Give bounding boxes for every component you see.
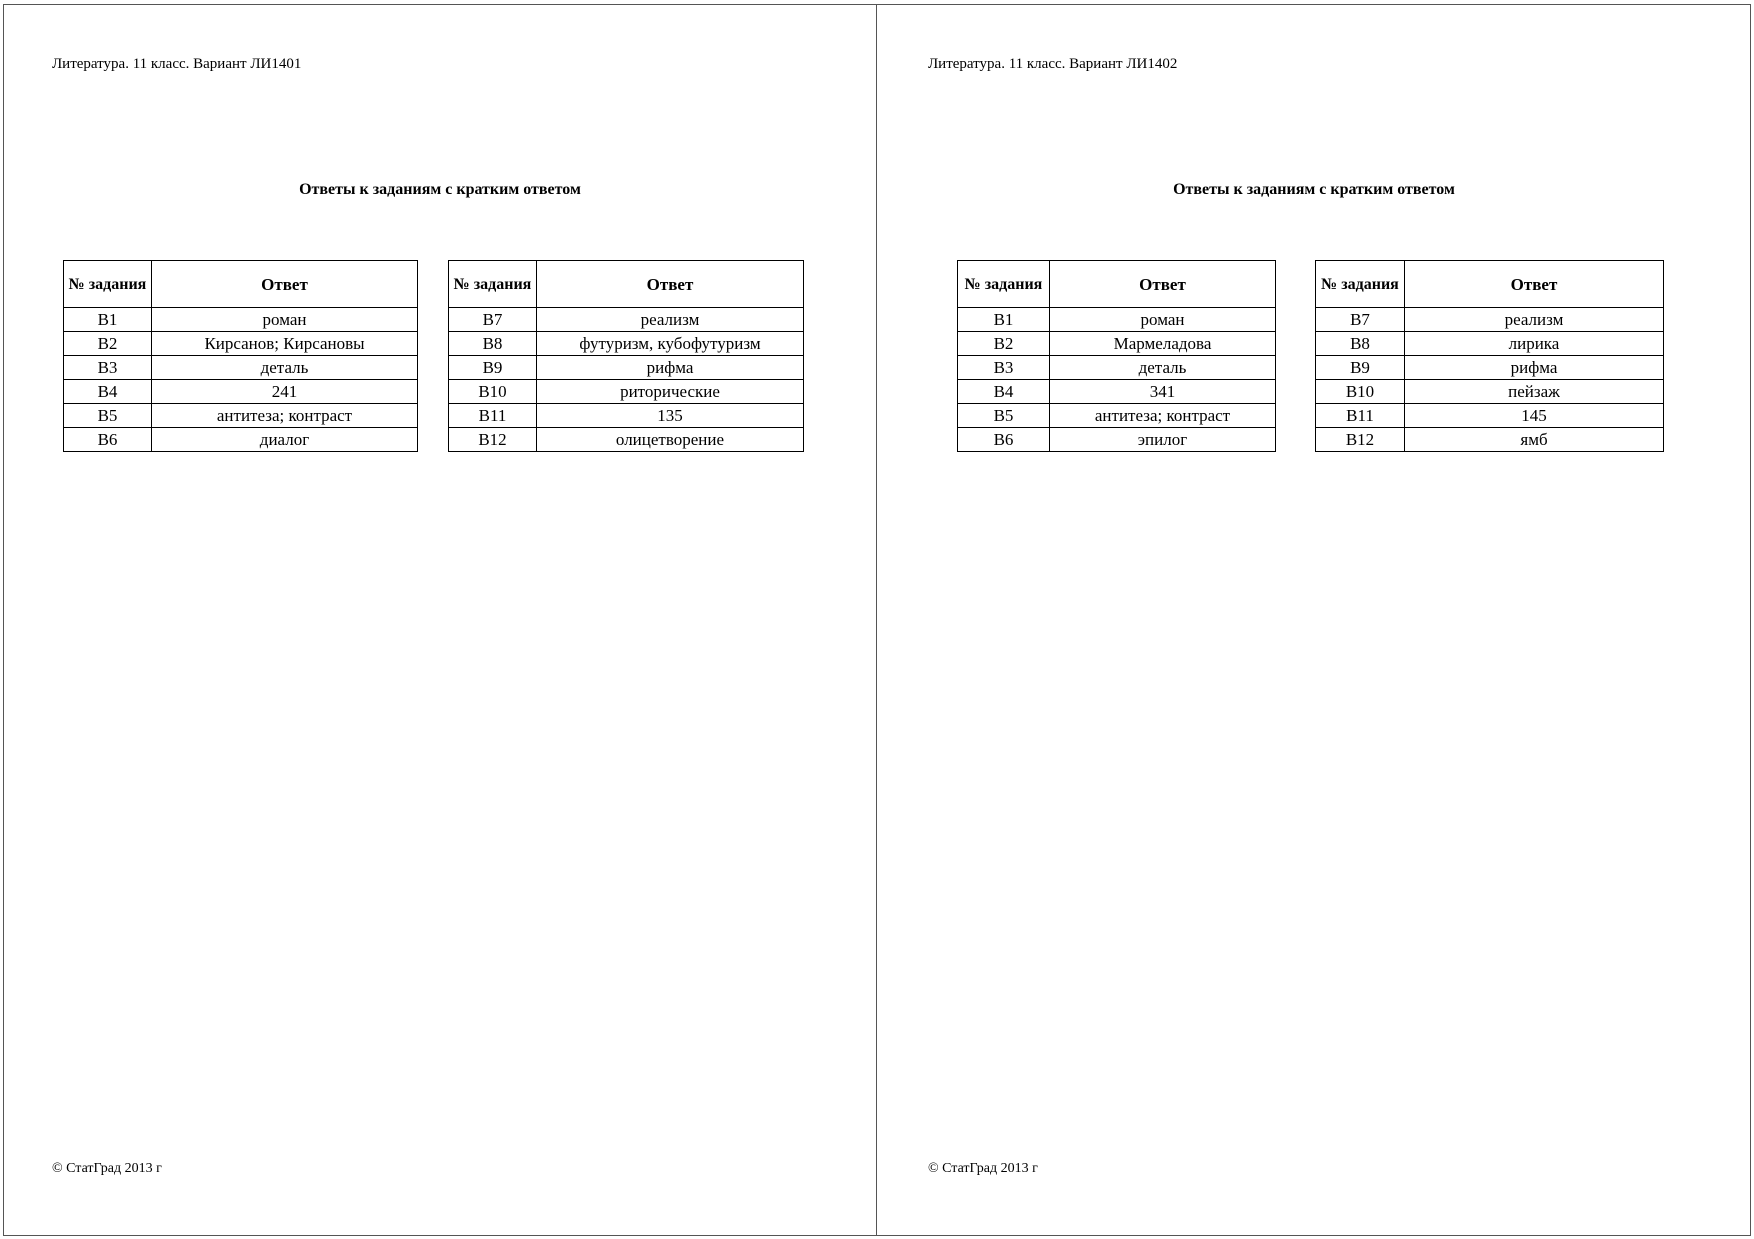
answers-table-right [1315, 260, 1664, 452]
table-row [958, 380, 1276, 404]
task-answer: роман [1050, 308, 1276, 332]
column-header-number: № задания [958, 261, 1050, 308]
task-number: В3 [958, 356, 1050, 380]
page-header: Литература. 11 класс. Вариант ЛИ1401 [52, 56, 302, 72]
answers-table-left [957, 260, 1276, 452]
task-number: В9 [1316, 356, 1405, 380]
task-answer: эпилог [1050, 428, 1276, 452]
task-answer: 341 [1050, 380, 1276, 404]
task-answer: рифма [537, 356, 804, 380]
task-number: В11 [449, 404, 537, 428]
task-answer: 145 [1405, 404, 1664, 428]
table-row [64, 404, 418, 428]
column-header-answer: Ответ [152, 261, 418, 308]
table-header-row [449, 261, 804, 308]
task-number: В1 [64, 308, 152, 332]
table-row [64, 356, 418, 380]
task-answer: антитеза; контраст [1050, 404, 1276, 428]
table-row [958, 308, 1276, 332]
table-row [449, 380, 804, 404]
table-row [1316, 308, 1664, 332]
column-header-answer: Ответ [1050, 261, 1276, 308]
task-answer: реализм [537, 308, 804, 332]
task-number: В7 [1316, 308, 1405, 332]
task-number: В4 [64, 380, 152, 404]
task-number: В2 [958, 332, 1050, 356]
task-answer: диалог [152, 428, 418, 452]
table-row [64, 308, 418, 332]
task-number: В4 [958, 380, 1050, 404]
page-title: Ответы к заданиям с кратким ответом [1173, 181, 1455, 198]
task-number: В8 [449, 332, 537, 356]
task-answer: лирика [1405, 332, 1664, 356]
table-row [1316, 404, 1664, 428]
task-answer: ямб [1405, 428, 1664, 452]
task-number: В2 [64, 332, 152, 356]
table-row [1316, 356, 1664, 380]
table-row [449, 332, 804, 356]
task-answer: роман [152, 308, 418, 332]
column-header-number: № задания [449, 261, 537, 308]
task-number: В10 [449, 380, 537, 404]
task-answer: Мармеладова [1050, 332, 1276, 356]
task-answer: деталь [1050, 356, 1276, 380]
page-1 [4, 4, 876, 1236]
answers-table-right [448, 260, 804, 452]
task-answer: антитеза; контраст [152, 404, 418, 428]
table-row [1316, 380, 1664, 404]
task-number: В8 [1316, 332, 1405, 356]
task-number: В3 [64, 356, 152, 380]
task-number: В10 [1316, 380, 1405, 404]
page-2 [877, 4, 1751, 1236]
table-row [449, 308, 804, 332]
task-answer: риторические [537, 380, 804, 404]
table-row [64, 380, 418, 404]
column-header-answer: Ответ [1405, 261, 1664, 308]
task-number: В6 [64, 428, 152, 452]
task-answer: олицетворение [537, 428, 804, 452]
table-header-row [64, 261, 418, 308]
column-header-number: № задания [1316, 261, 1405, 308]
table-header-row [958, 261, 1276, 308]
task-number: В12 [1316, 428, 1405, 452]
task-answer: футуризм, кубофутуризм [537, 332, 804, 356]
page-footer: © СтатГрад 2013 г [52, 1161, 162, 1176]
task-answer: 241 [152, 380, 418, 404]
table-row [1316, 428, 1664, 452]
table-row [958, 332, 1276, 356]
answers-table-left [63, 260, 418, 452]
task-number: В1 [958, 308, 1050, 332]
table-row [449, 356, 804, 380]
task-number: В5 [958, 404, 1050, 428]
task-number: В9 [449, 356, 537, 380]
task-number: В12 [449, 428, 537, 452]
task-number: В6 [958, 428, 1050, 452]
column-header-answer: Ответ [537, 261, 804, 308]
table-row [64, 428, 418, 452]
page-footer: © СтатГрад 2013 г [928, 1161, 1038, 1176]
task-number: В7 [449, 308, 537, 332]
page-header: Литература. 11 класс. Вариант ЛИ1402 [928, 56, 1178, 72]
table-row [449, 404, 804, 428]
task-answer: пейзаж [1405, 380, 1664, 404]
task-answer: Кирсанов; Кирсановы [152, 332, 418, 356]
page-title: Ответы к заданиям с кратким ответом [299, 181, 581, 198]
table-header-row [1316, 261, 1664, 308]
task-answer: реализм [1405, 308, 1664, 332]
table-row [1316, 332, 1664, 356]
task-answer: 135 [537, 404, 804, 428]
table-row [64, 332, 418, 356]
table-row [449, 428, 804, 452]
column-header-number: № задания [64, 261, 152, 308]
table-row [958, 428, 1276, 452]
task-answer: рифма [1405, 356, 1664, 380]
table-row [958, 404, 1276, 428]
task-answer: деталь [152, 356, 418, 380]
table-row [958, 356, 1276, 380]
task-number: В11 [1316, 404, 1405, 428]
task-number: В5 [64, 404, 152, 428]
